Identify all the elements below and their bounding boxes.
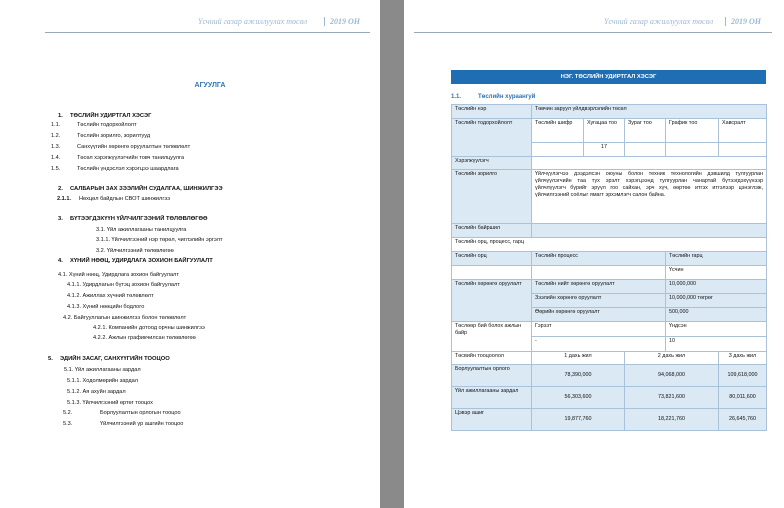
toc-item-text: БҮТЭЭГДЭХҮҮН ҮЙЛЧИЛГЭЭНИЙ ТӨЛӨВЛӨГӨӨ <box>70 216 208 222</box>
implementer-label: Хэрэгжүүлэгч <box>452 157 532 170</box>
toc-item[interactable] <box>57 196 171 202</box>
finance-label: Борлуулалтын орлого <box>452 365 532 387</box>
left-page <box>0 0 380 508</box>
toc-item-text: 4.1.1. Удирдлагын бүтэц зохион байгуулалт <box>67 282 180 288</box>
capital-label: Төслийн хөрөнгө оруулалт <box>452 280 532 322</box>
table-row <box>452 170 767 224</box>
workplace-header: Гэрээт <box>532 322 666 337</box>
ipo-header: Төслийн процесс <box>532 252 666 266</box>
table-row <box>452 280 767 294</box>
header-title: Үсчний газар ажиллуулах төсөл <box>604 17 714 26</box>
toc-item[interactable] <box>96 248 174 254</box>
toc-item-text: ТӨСЛИЙН УДИРТГАЛ ХЭСЭГ <box>70 113 152 119</box>
toc-item-text: ЭДИЙН ЗАСАГ, САНХҮҮГИЙН ТООЦОО <box>60 356 170 362</box>
def-value-cell <box>719 143 767 157</box>
finance-label: Үйл ажиллагааны зардал <box>452 387 532 409</box>
toc-item[interactable] <box>58 113 152 119</box>
toc-item[interactable] <box>58 216 208 222</box>
toc-item[interactable] <box>67 378 138 384</box>
toc-item-text: 3.1. Үйл ажиллагааны танилцуулга <box>96 227 187 233</box>
toc-item-text: Борлуулалтын орлогын тооцоо <box>100 410 181 416</box>
toc-item-text: 4.1.3. Хүний нөөцийн бодлого <box>67 304 145 310</box>
toc-item-number: 1.2. <box>51 133 61 139</box>
capital-row-label: Төслийн нийт хөрөнгө оруулалт <box>532 280 666 294</box>
workplace-value: 10 <box>666 337 767 352</box>
toc-item[interactable] <box>51 122 137 128</box>
finance-value: 94,068,000 <box>625 365 719 387</box>
page-header <box>604 17 761 26</box>
table-row <box>452 352 767 365</box>
year-header: 2 дахь жил <box>625 352 719 365</box>
toc-item[interactable] <box>96 227 186 233</box>
header-rule <box>45 32 370 33</box>
table-row <box>452 224 767 238</box>
toc-item-number: 5.3. <box>63 421 73 427</box>
toc-item-number: 2.1.1. <box>57 196 71 202</box>
toc-item-text: САЛБАРЫН ЗАХ ЗЭЭЛИЙН СУДАЛГАА, ШИНЖИЛГЭЭ <box>70 186 223 192</box>
finance-value: 56,303,600 <box>532 387 625 409</box>
calc-label: Төсвийн тооцоолол <box>452 352 532 365</box>
toc-item-number: 1. <box>58 113 63 119</box>
location-value <box>532 224 767 238</box>
table-row <box>452 387 767 409</box>
goal-text: Үйлчүүлэгчээ дээдэлсэн оюуны болон техник технологийн дэвшилд тулгуурлан үйлчүүлэгчийн таа тух эрэлт хэрэгцээнд тулгуурлан чанартай бүтээгдэхүүнээр үйлчлүүлэгч бүрийг эрүүл гоо сайхан, эрч хүч, өөртөө итгэх итгэлээр цэнэглэж, үйлчилгээний соёлыг ямагт эрхэмлэгч салон байна. <box>532 170 767 224</box>
ipo-cell <box>532 266 666 280</box>
finance-value: 18,221,760 <box>625 409 719 431</box>
toc-item[interactable] <box>51 166 179 172</box>
toc-item-number: 4. <box>58 258 63 264</box>
section-heading <box>451 94 535 100</box>
def-header-cell: Хавсралт <box>719 119 767 143</box>
toc-item[interactable] <box>63 315 186 321</box>
toc-item[interactable] <box>67 282 180 288</box>
toc-item-number: 2. <box>58 186 63 192</box>
toc-item-text: Төслийн үндэслэл хэрэгцээ шаардлага <box>77 166 179 172</box>
output-value: Үсчин <box>666 266 767 280</box>
toc-item-number: 5. <box>48 356 53 362</box>
header-title: Үсчний газар ажиллуулах төсөл <box>198 17 308 26</box>
finance-value: 26,645,760 <box>719 409 767 431</box>
section-title: Төслийн хураангуй <box>478 94 536 100</box>
toc-item-text: 5.1.1. Ходолмөрийн зардал <box>67 378 138 384</box>
name-label: Төслийн нэр <box>452 105 532 119</box>
table-row <box>452 252 767 266</box>
toc-item[interactable] <box>51 155 185 161</box>
workplace-value: - <box>532 337 666 352</box>
table-row <box>452 105 767 119</box>
year-header: 1 дахь жил <box>532 352 625 365</box>
toc-item-text: 5.1.2. Ая ахуйн зардал <box>67 389 126 395</box>
table-row <box>452 409 767 431</box>
def-value-cell: 17 <box>584 143 625 157</box>
name-value: Төвчин заруул үйлдвэрлэлийн төсөл <box>532 105 767 119</box>
table-row <box>452 157 767 170</box>
section-banner: НЭГ. ТӨСЛИЙН УДИРТГАЛ ХЭСЭГ <box>451 70 766 84</box>
toc-item-number: 1.4. <box>51 155 61 161</box>
def-value-cell <box>625 143 666 157</box>
implementer-value <box>532 157 767 170</box>
header-year: 2019 ОН <box>725 17 761 26</box>
def-header-cell: Хугацаа тоо <box>584 119 625 143</box>
finance-value: 78,390,000 <box>532 365 625 387</box>
ipo-title: Төслийн орц, процесс, гарц <box>452 238 767 252</box>
toc-item-number: 5.2. <box>63 410 73 416</box>
finance-value: 80,011,600 <box>719 387 767 409</box>
toc-item[interactable] <box>48 356 170 362</box>
page-header <box>198 17 360 26</box>
definition-label: Төслийн тодорхойлолт <box>452 119 532 157</box>
toc-item-text: Төсөл хэрэгжүүлэгчийн товч танилцуулга <box>77 155 185 161</box>
def-value-cell <box>666 143 719 157</box>
toc-item-text: 4.1. Хүний нөөц, Удирдлага зохион байгуулалт <box>58 272 179 278</box>
toc-item-number: 1.5. <box>51 166 61 172</box>
def-header-cell: Төслийн шифр <box>532 119 584 143</box>
right-page <box>404 0 784 508</box>
toc-title: АГУУЛГА <box>194 82 226 89</box>
toc-item[interactable] <box>51 133 151 139</box>
toc-item[interactable] <box>58 186 223 192</box>
toc-item[interactable] <box>64 367 141 373</box>
finance-label: Цэвэр ашиг <box>452 409 532 431</box>
toc-item[interactable] <box>63 421 184 427</box>
workplace-label: Төслөөр бий болох ажлын байр <box>452 322 532 352</box>
toc-item[interactable] <box>96 237 222 243</box>
workplace-header: Үндсэн <box>666 322 767 337</box>
toc-item-text: 5.1. Үйл ажиллагааны зардал <box>64 367 141 373</box>
toc-item-text: Нөхцөл байдлын СВОТ шинжилгээ <box>79 196 171 202</box>
toc-item[interactable] <box>58 258 213 264</box>
ipo-cell <box>452 266 532 280</box>
year-header: 3 дахь жил <box>719 352 767 365</box>
toc-item[interactable] <box>51 144 191 150</box>
toc-item-text: Төслийн зорилго, зорилтууд <box>77 133 151 139</box>
table-row <box>452 238 767 252</box>
toc-item-number: 3. <box>58 216 63 222</box>
toc-item[interactable] <box>63 410 181 416</box>
capital-row-label: Өөрийн хөрөнгө оруулалт <box>532 308 666 322</box>
toc-item-text: 3.1.1. Үйлчилгээний нэр төрөл, чиглэлийн эргэлт <box>96 237 223 243</box>
header-year: 2019 ОН <box>324 17 360 26</box>
toc-item[interactable] <box>67 293 154 299</box>
toc-item[interactable] <box>67 389 126 395</box>
finance-value: 73,821,600 <box>625 387 719 409</box>
table-row <box>452 322 767 337</box>
toc-item-text: 3.2. Үйлчилгээний төлөвлөгөө <box>96 248 174 254</box>
location-label: Төслийн байршил <box>452 224 532 238</box>
table-row <box>452 119 767 143</box>
table-row <box>452 365 767 387</box>
toc-item[interactable] <box>58 272 179 278</box>
table-row <box>452 266 767 280</box>
capital-row-value: 10,000,000 <box>666 280 767 294</box>
toc-item-text: ХҮНИЙ НӨӨЦ, УДИРДЛАГА ЗОХИОН БАЙГУУЛАЛТ <box>70 258 213 264</box>
toc-item-number: 1.1. <box>51 122 61 128</box>
def-header-cell: Зураг тоо <box>625 119 666 143</box>
toc-item[interactable] <box>67 400 153 406</box>
finance-value: 109,618,000 <box>719 365 767 387</box>
header-rule <box>414 32 772 33</box>
finance-value: 19,877,760 <box>532 409 625 431</box>
toc-item[interactable] <box>93 325 205 331</box>
summary-table <box>451 104 767 431</box>
toc-item-text: 4.2.2. Ажлын графикчилсан төлөвлөгөө <box>93 335 196 341</box>
def-header-cell: График тоо <box>666 119 719 143</box>
section-number: 1.1. <box>451 94 462 100</box>
toc-item-text: 4.2.1. Компанийн дотоод орчны шинжилгээ <box>93 325 205 331</box>
toc-item[interactable] <box>93 335 196 341</box>
ipo-header: Төслийн гарц <box>666 252 767 266</box>
toc-item[interactable] <box>67 304 144 310</box>
toc-item-number: 1.3. <box>51 144 61 150</box>
toc-item-text: 4.1.2. Ажиллах хүчний төлөвлөлт <box>67 293 154 299</box>
toc-item-text: 5.1.3. Үйлчилгээний өртөг тооцох <box>67 400 153 406</box>
toc-item-text: Санхүүгийн хөрөнгө оруулалтын төлөвлөлт <box>77 144 191 150</box>
capital-row-value: 10,000,000 төгрөг <box>666 294 767 308</box>
toc-item-text: Үйлчилгээний үр ашгийн тооцоо <box>100 421 184 427</box>
def-value-cell <box>532 143 584 157</box>
toc-item-text: Төслийн тодорхойлолт <box>77 122 137 128</box>
capital-row-value: 500,000 <box>666 308 767 322</box>
goal-label: Төслийн зорилго <box>452 170 532 224</box>
toc-item-text: 4.2. Байгууллагын шинжилгээ болон төлөвлөлт <box>63 315 187 321</box>
capital-row-label: Зээлийн хөрөнгө оруулалт <box>532 294 666 308</box>
ipo-header: Төслийн орц <box>452 252 532 266</box>
